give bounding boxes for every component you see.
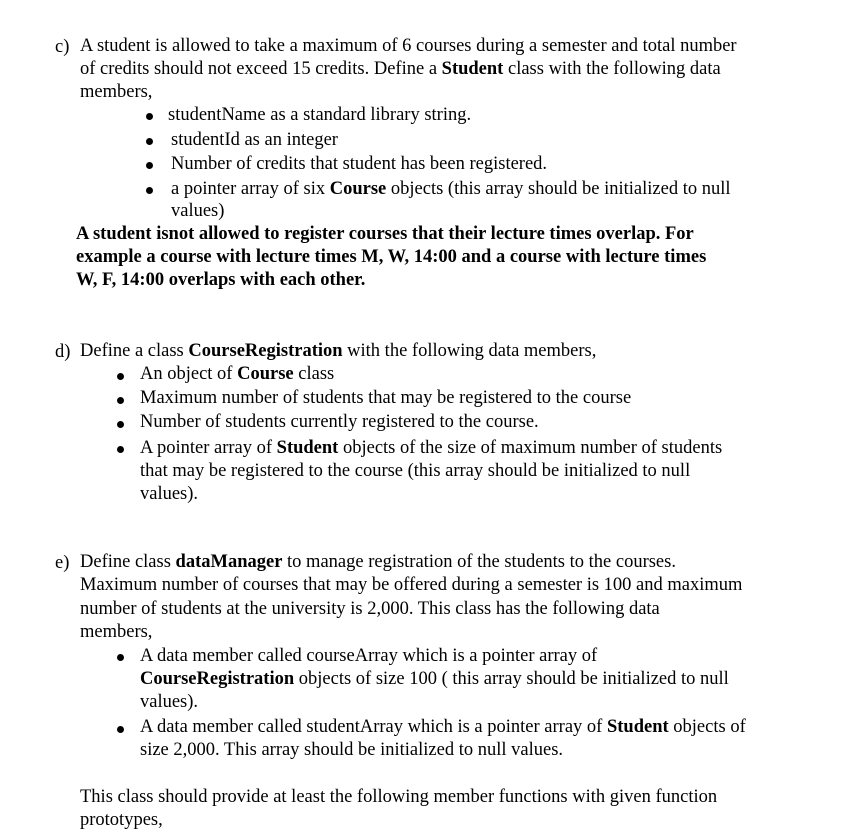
list-item: A pointer array of Student objects of the size of maximum number of students <box>140 438 723 458</box>
list-item-continuation: size 2,000. This array should be initialized to null values. <box>140 740 564 760</box>
section-e-label: e) <box>55 553 70 573</box>
class-name-courseregistration: CourseRegistration <box>188 341 343 361</box>
bullet-icon <box>146 162 153 169</box>
bullet-icon <box>117 726 124 733</box>
section-e-intro-line-3: number of students at the university is 2,000. This class has the following data <box>80 599 660 619</box>
list-item: studentId as an integer <box>171 130 338 150</box>
bullet-icon <box>146 187 153 194</box>
overlap-note-line-3: W, F, 14:00 overlaps with each other. <box>76 270 366 290</box>
closing-line-2: prototypes, <box>80 810 163 830</box>
bullet-icon <box>117 373 124 380</box>
list-item: a pointer array of six Course objects (this array should be initialized to null <box>171 179 731 199</box>
list-item: An object of Course class <box>140 364 335 384</box>
list-item-continuation: values). <box>140 484 199 504</box>
list-item: studentName as a standard library string. <box>168 105 472 125</box>
list-item-continuation: values) <box>171 201 225 221</box>
section-c-intro-line-2: of credits should not exceed 15 credits. Define a Student class with the following data <box>80 59 721 79</box>
section-d-intro-line-1: Define a class CourseRegistration with the following data members, <box>80 341 597 361</box>
class-name-course: Course <box>329 179 387 199</box>
overlap-note-line-2: example a course with lecture times M, W, 14:00 and a course with lecture times <box>76 247 707 267</box>
list-item: A data member called studentArray which is a pointer array of Student objects of <box>140 717 746 737</box>
list-item: A data member called courseArray which is a pointer array of <box>140 646 598 666</box>
bullet-icon <box>117 446 124 453</box>
list-item: Number of students currently registered to the course. <box>140 412 539 432</box>
class-name-student: Student <box>276 438 339 458</box>
section-e-intro-line-2: Maximum number of courses that may be offered during a semester is 100 and maximum <box>80 575 743 595</box>
list-item-continuation: CourseRegistration objects of size 100 ( this array should be initialized to null <box>140 669 729 689</box>
class-name-courseregistration: CourseRegistration <box>140 669 295 689</box>
section-e-intro-line-4: members, <box>80 622 153 642</box>
section-c-label: c) <box>55 37 70 57</box>
list-item-continuation: that may be registered to the course (this array should be initialized to null <box>140 461 691 481</box>
overlap-note-line-1: A student isnot allowed to register courses that their lecture times overlap. For <box>76 224 694 244</box>
list-item: Maximum number of students that may be registered to the course <box>140 388 632 408</box>
bullet-icon <box>146 138 153 145</box>
section-d-label: d) <box>55 342 71 362</box>
list-item: Number of credits that student has been registered. <box>171 154 548 174</box>
bullet-icon <box>117 397 124 404</box>
class-name-datamanager: dataManager <box>175 552 283 572</box>
class-name-course: Course <box>237 364 294 384</box>
bullet-icon <box>117 421 124 428</box>
section-c-intro-line-1: A student is allowed to take a maximum of 6 courses during a semester and total number <box>80 36 737 56</box>
closing-line-1: This class should provide at least the following member functions with given function <box>80 787 718 807</box>
section-c-intro-line-3: members, <box>80 82 153 102</box>
class-name-student: Student <box>441 59 504 79</box>
section-e-intro-line-1: Define class dataManager to manage registration of the students to the courses. <box>80 552 676 572</box>
bullet-icon <box>117 654 124 661</box>
class-name-student: Student <box>606 717 669 737</box>
bullet-icon <box>146 113 153 120</box>
list-item-continuation: values). <box>140 692 199 712</box>
